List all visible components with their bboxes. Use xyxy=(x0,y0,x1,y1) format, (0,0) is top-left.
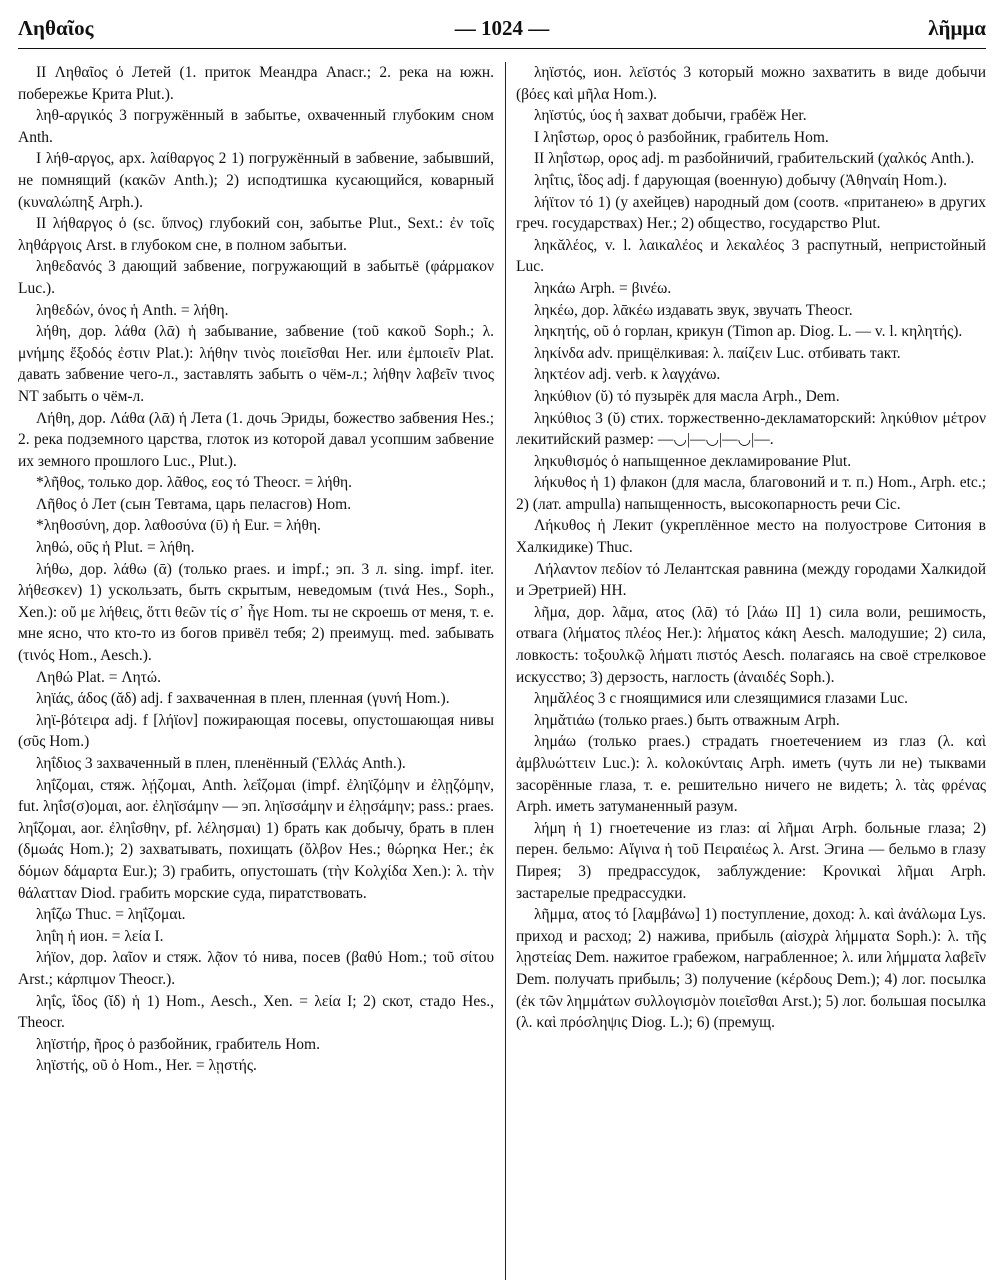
left-running-headword: Ληθαῖος xyxy=(18,16,94,40)
dictionary-entry: λήθη, дор. λάθα (λᾱ) ἡ забывание, забвение (τοῦ κακοῦ Soph.; λ. μνήμης ἔξοδός ἐστιν Plat.): λήθην τινὸς ποιεῖσθαι Her. или ἐμποιεῖν Plat. давать забвение чего-л., заставлять забыть о чём-л.; λήθην λαβεῖν τινος NT забыть о чём-л. xyxy=(18,323,494,405)
dictionary-entry: I ληΐστωρ, ορος ὁ разбойник, грабитель Hom. xyxy=(534,128,829,146)
dictionary-entry: λῆμμα, ατος τό [λαμβάνω] 1) поступление, доход: λ. καὶ ἀνάλωμα Lys. приход и расход; 2) нажива, прибыль (αἰσχρὰ λήμματα Soph.): λ. τῆς λῃστείας Dem. нажитое грабежом, награбленное; λ. или λήμματα λαβεῖν Dem. получать прибыль; 3) получение (κέρδους Dem.); 4) лог. посылка (ἐκ τῶν λημμάτων συλλογισμὸν ποιεῖσθαι Arst.); 5) лог. большая посылка (λ. καὶ πρόσληψις Diog. L.); 6) (премущ. xyxy=(516,906,986,1032)
dictionary-entry: ληκτέον adj. verb. к λαγχάνω. xyxy=(534,366,721,384)
dictionary-entry: ληϊ-βότειρα adj. f [λήϊον] пожирающая посевы, опустошающая нивы (σῦς Hom.) xyxy=(18,711,494,751)
dictionary-entry: ληκέω, дор. λᾱκέω издавать звук, звучать Theocr. xyxy=(534,301,853,319)
dictionary-entry: ληκύθιον (ῠ) τό пузырёк для масла Arph., Dem. xyxy=(534,387,840,405)
dictionary-entry: Λήλαντον πεδίον τό Лелантская равнина (между городами Халкидой и Эретрией) HH. xyxy=(516,560,986,600)
page-number: — 1024 — xyxy=(454,16,550,40)
dictionary-entry: ληθεδών, όνος ἡ Anth. = λήθη. xyxy=(36,301,229,319)
dictionary-entry: II Ληθαῖος ὁ Летей (1. приток Меандра Anacr.; 2. река на южн. побережье Крита Plut.). xyxy=(18,64,494,103)
dictionary-entry: ληκάω Arph. = βινέω. xyxy=(534,279,672,297)
dictionary-entry: λήϊον, дор. λαῖον и стяж. λᾷον τό нива, посев (βαθύ Hom.; τοῦ σίτου Arst.; κάρπιμον Theocr.). xyxy=(18,949,494,988)
dictionary-entry: λημᾰτιάω (только praes.) быть отважным Arph. xyxy=(534,711,840,729)
dictionary-entry: ληκητής, οῦ ὁ горлан, крикун (Timon ap. Diog. L. — v. l. κηλητής). xyxy=(534,323,963,341)
dictionary-entry: Ληθώ Plat. = Λητώ. xyxy=(36,668,161,686)
dictionary-entry: *ληθοσύνη, дор. λαθοσύνα (ῡ) ἡ Eur. = λήθη. xyxy=(36,517,321,535)
dictionary-entry: Λήθη, дор. Λάθα (λᾱ) ἡ Лета (1. дочь Эриды, божество забвения Hes.; 2. река подземного царства, глоток из которой давал усопшим забвение их земного прошлого Luc., Plut.). xyxy=(18,409,494,470)
dictionary-entry: λήϊτον τό 1) (у ахейцев) народный дом (соотв. «пританею» в других греч. государствах) Her.; 2) общество, государство Plut. xyxy=(516,193,986,233)
dictionary-entry: ληΐζω Thuc. = ληΐζομαι. xyxy=(36,906,186,924)
dictionary-entry: ληθ-αργικός 3 погружённый в забытье, охваченный глубоким сном Anth. xyxy=(18,107,494,146)
dictionary-entry: Λήκυθος ἡ Лекит (укреплённое место на полуострове Ситония в Халкидике) Thuc. xyxy=(516,517,986,557)
dictionary-entry: I λήθ-αργος, арх. λαίθαργος 2 1) погружённый в забвение, забывший, не помнящий (κακῶν Anth.); 2) исподтишка кусающийся, коварный (κυναλώπηξ Arph.). xyxy=(18,150,494,211)
dictionary-entry: ληΐζομαι, стяж. λῄζομαι, Anth. λεΐζομαι (impf. ἐληϊζόμην и ἐλῃζόμην, fut. ληΐσ(σ)ομαι, aor. ἐληϊσάμην — эп. ληϊσσάμην и ἐλῃσάμην; pass.: praes. ληΐζομαι, aor. ἐληΐσθην, pf. λέλησμαι) 1) брать как добычу, брать в плен (δμωάς Hom.); 2) захватывать, похищать (ὄλβον Hes.; θώρηκα Her.; ἐκ δόμων δάμαρτα Eur.); 3) грабить, опустошать (τὴν Κολχίδα Xen.): λ. τὴν θάλατταν Diod. грабить морские суда, пиратствовать. xyxy=(18,776,494,902)
left-column xyxy=(18,62,494,1280)
dictionary-entry: Λῆθος ὁ Лет (сын Тевтама, царь пеласгов) Hom. xyxy=(36,495,352,513)
right-column xyxy=(516,62,986,1280)
dictionary-entry: ληΐς, ΐδος (ῐδ) ἡ 1) Hom., Aesch., Xen. = λεία I; 2) скот, стадо Hes., Theocr. xyxy=(18,992,494,1032)
dictionary-entry: ληΐδιος 3 захваченный в плен, пленённый (Ἑλλάς Anth.). xyxy=(36,755,406,772)
column-divider xyxy=(505,62,506,1280)
dictionary-entry: ληθεδανός 3 дающий забвение, погружающий в забытьё (φάρμακον Luc.). xyxy=(18,258,494,297)
dictionary-entry: II λήθαργος ὁ (sc. ὕπνος) глубокий сон, забытье Plut., Sext.: ἐν τοῖς ληθάργοις Arst. в глубоком сне, в полном забытьи. xyxy=(18,215,494,254)
dictionary-entry: ληκυθισμός ὁ напыщенное декламирование Plut. xyxy=(534,452,852,470)
dictionary-entry: ληϊάς, άδος (ᾰδ) adj. f захваченная в плен, пленная (γυνή Hom.). xyxy=(36,690,450,708)
dictionary-entry: ληϊστήρ, ῆρος ὁ разбойник, грабитель Hom. xyxy=(36,1035,320,1053)
dictionary-entry: ληΐτις, ΐδος adj. f дарующая (военную) добычу (Ἀθηναίη Hom.). xyxy=(534,171,947,189)
dictionary-entry: ληκᾰλέος, v. l. λαικαλέος и λεκαλέος 3 распутный, непристойный Luc. xyxy=(516,236,986,276)
dictionary-entry: λῆμα, дор. λᾶμα, ατος (λᾱ) τό [λάω II] 1) сила воли, решимость, отвага (λήματος πλέος Her.): λήματος κάκη Aesch. малодушие; 2) сила, ловкость: τοξουλκῷ λήματι πιστός Aesch. полагаясь на своё стрелковое искусство; 3) дерзость, наглость (ἀναιδές Soph.). xyxy=(516,603,986,686)
right-running-headword: λῆμμα xyxy=(928,16,986,40)
dictionary-entry: ληκίνδα adv. прищёлкивая: λ. παίζειν Luc. отбивать такт. xyxy=(534,344,901,362)
dictionary-entry: λημάω (только praes.) страдать гноетечением из глаз (λ. καὶ ἀμβλυώττειν Luc.): λ. κολοκύνταις Arph. иметь (чуть ли не) тыквами засорённые глаза, т. е. решительно ничего не видеть; λ. τὰς φρένας Arph. иметь затуманенный разум. xyxy=(516,733,986,816)
page-header xyxy=(18,12,986,49)
dictionary-entry: λήκυθος ἡ 1) флакон (для масла, благовоний и т. п.) Hom., Arph. etc.; 2) (лат. ampulla) напыщенность, высокопарность речи Cic. xyxy=(516,474,986,513)
dictionary-columns xyxy=(18,62,986,1280)
dictionary-entry: *λῆθος, только дор. λᾶθος, εος τό Theocr. = λήθη. xyxy=(36,474,352,492)
dictionary-entry: ληθώ, οῦς ἡ Plut. = λήθη. xyxy=(36,539,195,557)
dictionary-entry: ληϊστύς, ύος ἡ захват добычи, грабёж Her. xyxy=(534,107,807,125)
dictionary-entry: λήμη ἡ 1) гноетечение из глаз: αἱ λῆμαι Arph. больные глаза; 2) перен. бельмо: Αἴγινα ἡ τοῦ Πειραιέως λ. Arst. Эгина — бельмо в глазу Пирея; 3) предрассудок, заблуждение: Κρονικαὶ λῆμαι Arph. застарелые предрассудки. xyxy=(516,819,986,902)
dictionary-entry: ληκύθιος 3 (ῠ) стих. торжественно-декламаторский: ληκύθιον μέτρον лекитийский размер: —◡|—◡|—◡|—. xyxy=(516,409,986,449)
dictionary-entry: λημᾰλέος 3 с гноящимися или слезящимися глазами Luc. xyxy=(534,690,909,708)
dictionary-entry: II ληΐστωρ, ορος adj. m разбойничий, грабительский (χαλκός Anth.). xyxy=(534,150,975,168)
dictionary-entry: ληϊστός, ион. λεϊστός 3 который можно захватить в виде добычи (βόες καὶ μῆλα Hom.). xyxy=(516,64,986,103)
dictionary-entry: λήθω, дор. λάθω (ᾱ) (только praes. и impf.; эп. 3 л. sing. impf. iter. λήθεσκεν) 1) ускользать, быть скрытым, неведомым (τινά Hes., Soph., Xen.): οὔ με λήθεις, ὅττι θεῶν τίς σ᾽ ἦγε Hom. ты не скроешь от меня, т. е. мне ясно, что кто-то из богов привёл тебя; 2) преимущ. med. забывать (τινός Hom., Aesch.). xyxy=(18,560,494,665)
dictionary-entry: ληϊστής, οῦ ὁ Hom., Her. = λῃστής. xyxy=(36,1057,257,1075)
dictionary-entry: ληΐη ἡ ион. = λεία I. xyxy=(36,927,164,945)
